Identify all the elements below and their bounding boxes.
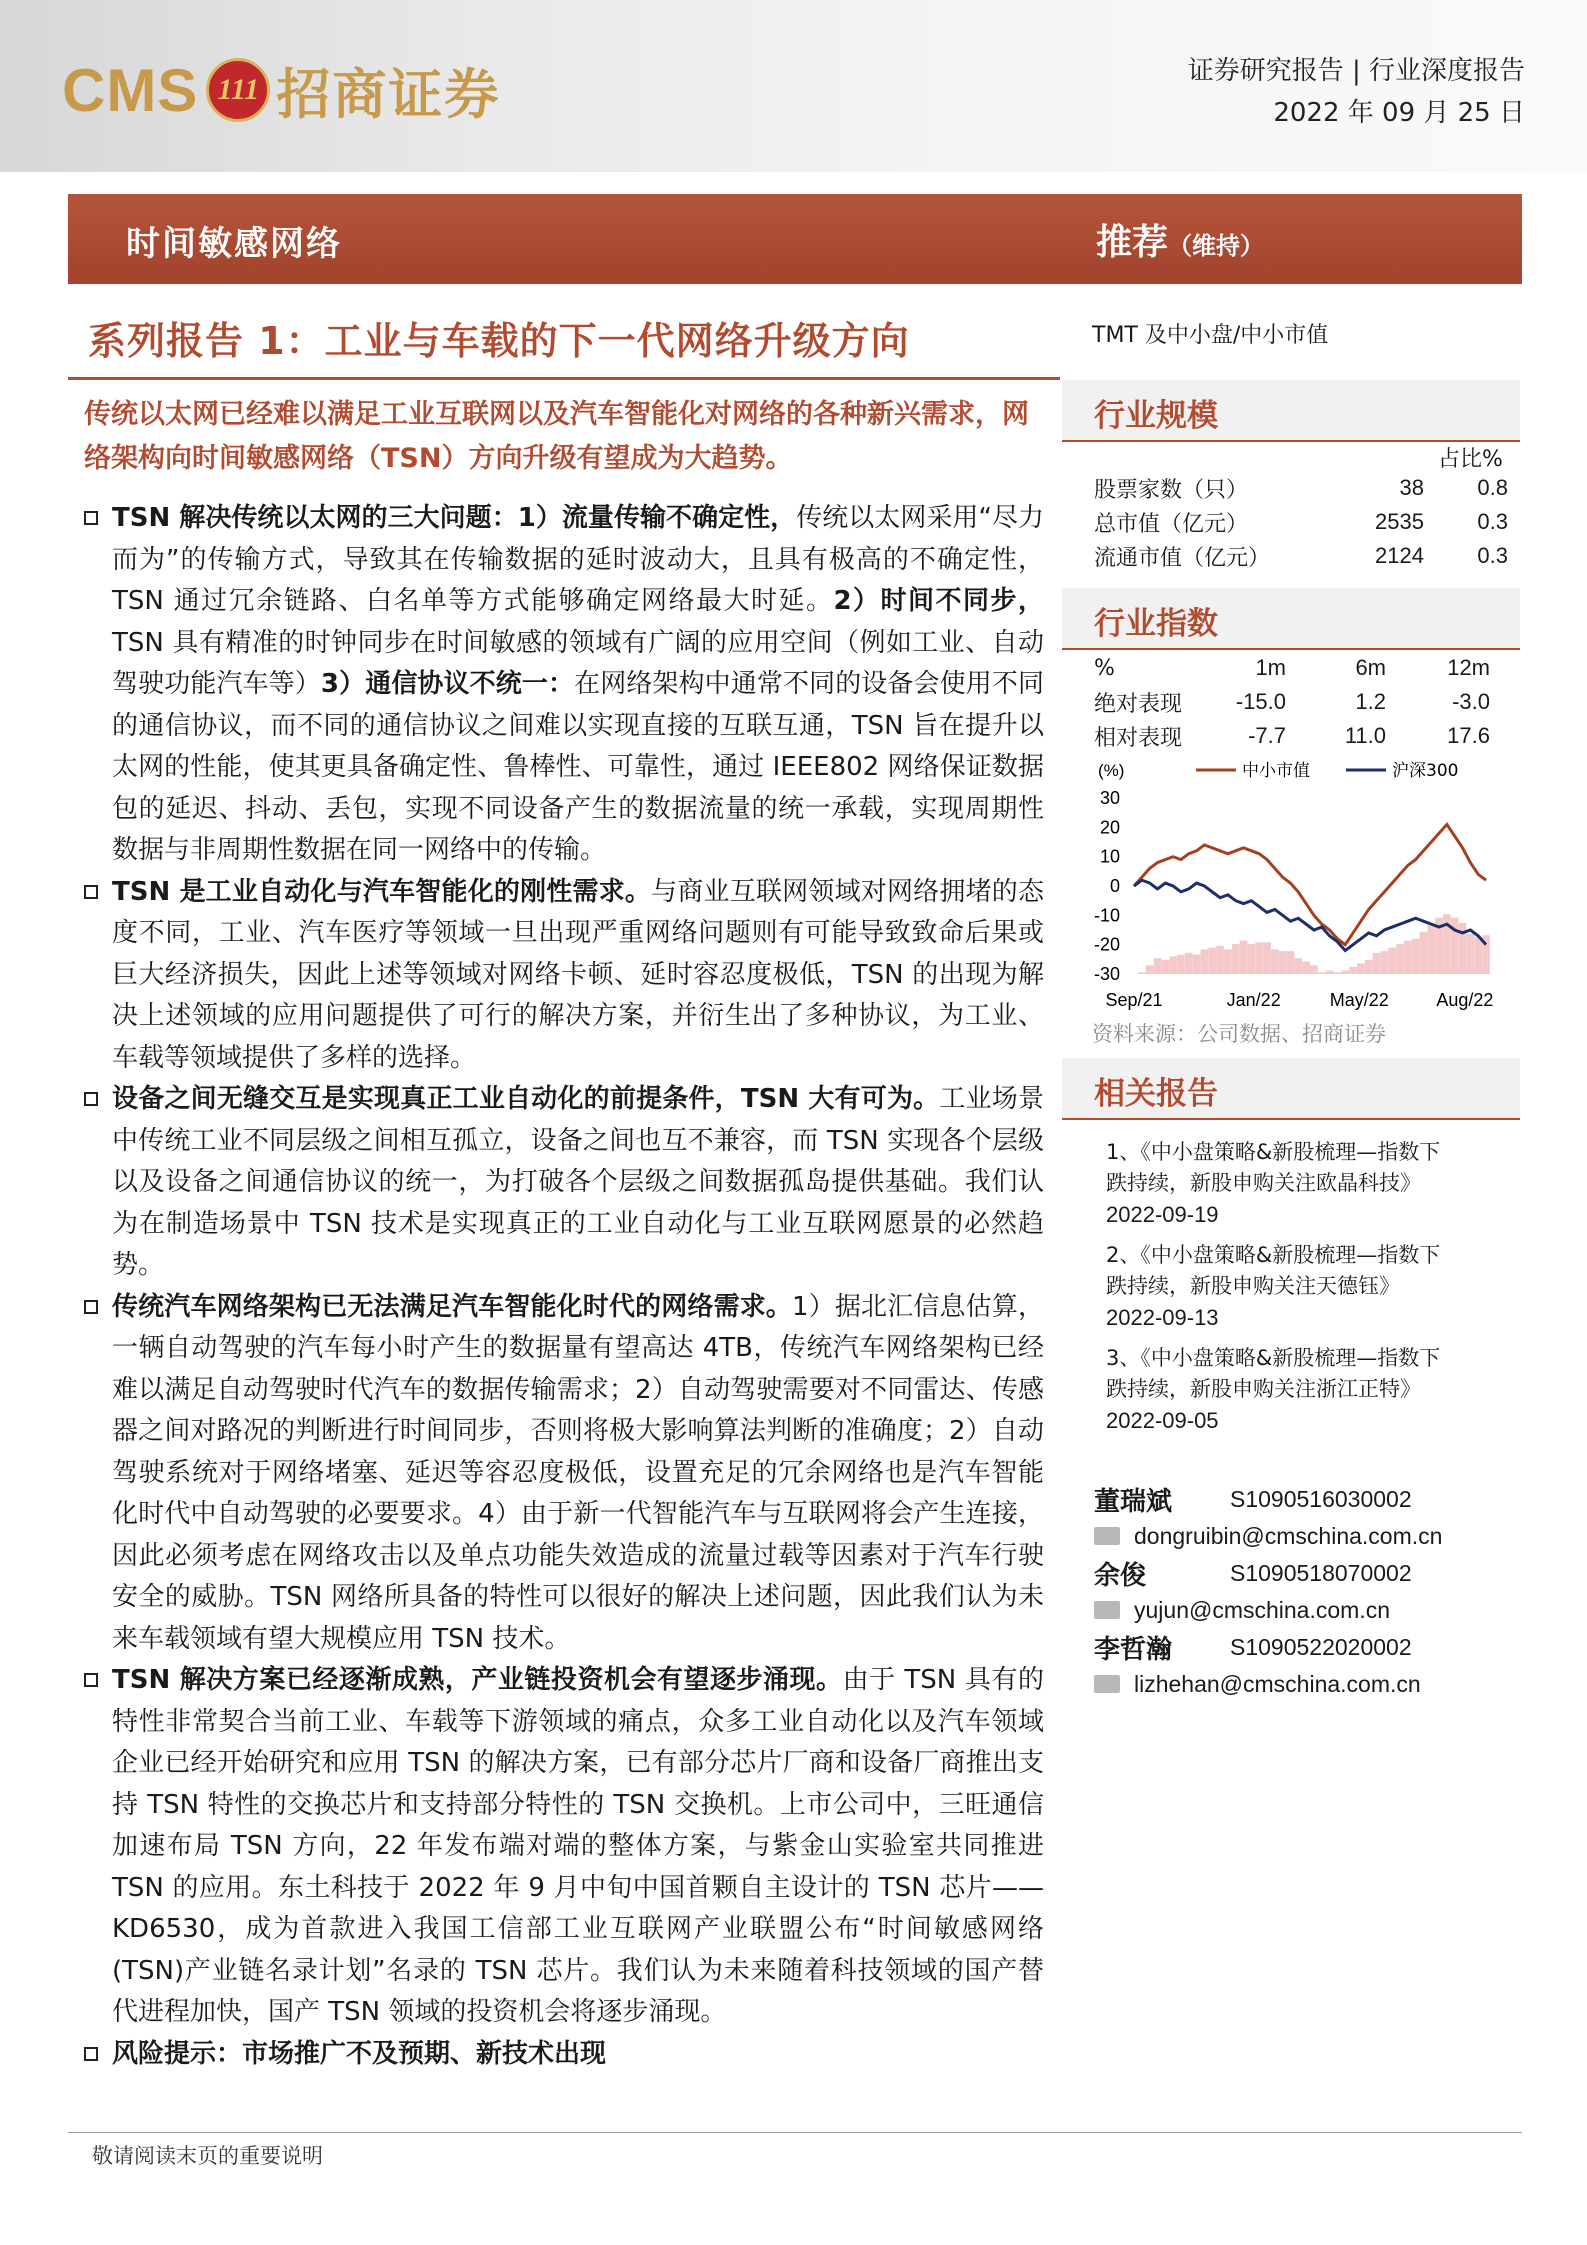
relative-bar	[1193, 955, 1201, 974]
table-row: 绝对表现 -15.0 1.2 -3.0	[1094, 689, 1490, 717]
table-row: % 1m 6m 12m	[1094, 655, 1490, 681]
author-email-row	[1094, 1518, 1514, 1554]
relative-bar	[1380, 951, 1388, 974]
relative-bar	[1349, 967, 1357, 974]
relative-bar	[1412, 939, 1420, 974]
legend-small-cap: 中小市值	[1242, 761, 1310, 781]
logo-cms-text: CMS	[62, 56, 199, 124]
y-tick-label: 10	[1099, 846, 1120, 867]
report-date: 2022 年 09 月 25 日	[1273, 98, 1525, 128]
title-divider	[68, 377, 1060, 380]
table-row: 流通市值（亿元） 2124 0.3	[1094, 543, 1508, 571]
relative-bar	[1427, 925, 1435, 974]
mail-icon	[1094, 1601, 1120, 1619]
index-table	[1094, 651, 1490, 753]
relative-bar	[1334, 972, 1342, 974]
scale-pct-header: 占比%	[1438, 447, 1503, 472]
relative-bar	[1161, 960, 1169, 974]
chart-source: 资料来源：公司数据、招商证券	[1092, 1022, 1386, 1046]
relative-bar	[1365, 960, 1373, 974]
y-tick-label: 30	[1099, 788, 1120, 808]
relative-bar	[1271, 949, 1279, 974]
relative-bar	[1474, 937, 1482, 974]
checkbox-bullet-icon	[84, 2047, 98, 2061]
x-tick-label: Aug/22	[1436, 990, 1494, 1010]
y-tick-label: -10	[1093, 905, 1120, 926]
index-divider	[1062, 648, 1520, 650]
relative-bar	[1310, 965, 1318, 974]
relative-bar	[1388, 948, 1396, 974]
relative-bar	[1318, 972, 1326, 974]
relative-bar	[1341, 970, 1349, 974]
table-row: 相对表现 -7.7 11.0 17.6	[1094, 723, 1490, 751]
body-paragraph: TSN 解决传统以太网的三大问题：1）流量传输不确定性，传统以太网采用“尽力而为”的传输方式，导致其在传输数据的延时波动大，且具有极高的不确定性，TSN 通过冗余链路、白名单等方式能够确定网络最大时延。2）时间不同步，TSN 具有精准的时钟同步在时间敏感的领域有广阔的应用空间（例如工业、自动驾驶功能汽车等）3）通信协议不统一：在网络架构中通常不同的设备会使用不同的通信协议，而不同的通信协议之间难以实现直接的互联互通，TSN 旨在提升以太网的性能，使其更具备确定性、鲁棒性、可靠性，通过 IEEE802 网络保证数据包的延迟、抖动、丢包，实现不同设备产生的数据流量的统一承载，实现周期性数据与非周期性数据在同一网络中的传输。	[84, 498, 1044, 872]
author-license: S1090516030002	[1230, 1485, 1412, 1512]
report-body	[84, 498, 1044, 2075]
chart-ylabel: (%)	[1098, 761, 1125, 780]
relative-bar	[1169, 956, 1177, 974]
y-tick-label: 0	[1109, 876, 1120, 896]
y-tick-label: -30	[1093, 964, 1120, 984]
related-divider	[1062, 1118, 1520, 1120]
body-paragraph: TSN 解决方案已经逐渐成熟，产业链投资机会有望逐步涌现。由于 TSN 具有的特性非常契合当前工业、车载等下游领域的痛点，众多工业自动化以及汽车领域企业已经开始研究和应用 TSN 的解决方案，已有部分芯片厂商和设备厂商推出支持 TSN 特性的交换芯片和支持部分特性的 TSN 交换机。上市公司中，三旺通信加速布局 TSN 方向，22 年发布端对端的整体方案，与紫金山实验室共同推进 TSN 的应用。东土科技于 2022 年 9 月中旬中国首颗自主设计的 TSN 芯片——KD6530，成为首款进入我国工信部工业互联网产业联盟公布“时间敏感网络(TSN)产业链名录计划”名录的 TSN 芯片。我们认为未来随着科技领域的国产替代进程加快，国产 TSN 领域的投资机会将逐步涌现。	[84, 1660, 1044, 2034]
risk-warning: 风险提示：市场推广不及预期、新技术出现	[84, 2034, 1044, 2076]
relative-bar	[1420, 932, 1428, 974]
related-title: 相关报告	[1094, 1076, 1218, 1112]
relative-bar	[1224, 949, 1232, 974]
author-row	[1094, 1480, 1514, 1518]
index-performance-chart	[1062, 752, 1520, 1016]
author-name: 李哲瀚	[1094, 1634, 1173, 1665]
mail-icon	[1094, 1527, 1120, 1545]
checkbox-bullet-icon	[84, 1673, 98, 1687]
footer-divider	[68, 2132, 1522, 2133]
company-logo	[62, 50, 500, 130]
related-report-item[interactable]: 2、《中小盘策略&新股梳理—指数下 跌持续，新股申购关注天德钰》 2022-09-13	[1106, 1243, 1441, 1330]
footer-note: 敬请阅读末页的重要说明	[92, 2144, 323, 2168]
author-row	[1094, 1628, 1514, 1666]
index-title: 行业指数	[1094, 606, 1218, 642]
author-list	[1094, 1480, 1514, 1702]
relative-bar	[1263, 942, 1271, 974]
relative-bar	[1467, 934, 1475, 974]
author-email[interactable]: dongruibin@cmschina.com.cn	[1134, 1522, 1443, 1549]
rating-banner	[1058, 194, 1522, 284]
relative-bar	[1201, 949, 1209, 974]
x-tick-label: Sep/21	[1105, 990, 1163, 1010]
relative-bar	[1279, 951, 1287, 974]
author-email[interactable]: yujun@cmschina.com.cn	[1134, 1596, 1390, 1623]
related-list	[1106, 1137, 1516, 1436]
rating-note: （维持）	[1168, 232, 1265, 260]
category-label: 时间敏感网络	[126, 224, 342, 264]
relative-bar	[1302, 962, 1310, 974]
report-summary: 传统以太网已经难以满足工业互联网以及汽车智能化对网络的各种新兴需求，网络架构向时间敏感网络（TSN）方向升级有望成为大趋势。	[84, 399, 1029, 474]
x-tick-label: May/22	[1329, 990, 1389, 1010]
coverage-label: TMT 及中小盘/中小市值	[1092, 323, 1329, 348]
relative-bar	[1216, 946, 1224, 974]
related-report-item[interactable]: 1、《中小盘策略&新股梳理—指数下 跌持续，新股申购关注欧晶科技》 2022-09-19	[1106, 1140, 1441, 1227]
body-paragraph: 传统汽车网络架构已无法满足汽车智能化时代的网络需求。1）据北汇信息估算，一辆自动驾驶的汽车每小时产生的数据量有望高达 4TB，传统汽车网络架构已经难以满足自动驾驶时代汽车的数据传输需求；2）自动驾驶需要对不同雷达、传感器之间对路况的判断进行时间同步，否则将极大影响算法判断的准确度；2）自动驾驶系统对于网络堵塞、延迟等容忍度极低，设置充足的冗余网络也是汽车智能化时代中自动驾驶的必要要求。4）由于新一代智能汽车与互联网将会产生连接，因此必须考虑在网络攻击以及单点功能失效造成的流量过载等因素对于汽车行驶安全的威胁。TSN 网络所具备的特性可以很好的解决上述问题，因此我们认为未来车载领域有望大规模应用 TSN 技术。	[84, 1287, 1044, 1661]
y-tick-label: 20	[1099, 817, 1120, 838]
relative-bar	[1357, 963, 1365, 974]
table-row: 股票家数（只） 38 0.8	[1094, 475, 1508, 503]
relative-bar	[1255, 942, 1263, 974]
author-row	[1094, 1554, 1514, 1592]
author-license: S1090522020002	[1230, 1633, 1412, 1660]
checkbox-bullet-icon	[84, 511, 98, 525]
relative-bar	[1287, 951, 1295, 974]
body-paragraph: TSN 是工业自动化与汽车智能化的刚性需求。与商业互联网领域对网络拥堵的态度不同，工业、汽车医疗等领域一旦出现严重网络问题则有可能导致致命后果或巨大经济损失，因此上述等领域对网络卡顿、延时容忍度极低，TSN 的出现为解决上述领域的应用问题提供了可行的解决方案，并衍生出了多种协议，为工业、车载等领域提供了多样的选择。	[84, 872, 1044, 1080]
relative-bar	[1326, 970, 1334, 974]
relative-bar	[1294, 958, 1302, 974]
related-report-item[interactable]: 3、《中小盘策略&新股梳理—指数下 跌持续，新股申购关注浙江正特》 2022-09-05	[1106, 1346, 1441, 1433]
report-type: 证券研究报告 | 行业深度报告	[1187, 56, 1525, 86]
scale-table	[1094, 471, 1508, 573]
relative-bar	[1404, 941, 1412, 974]
relative-bar	[1208, 948, 1216, 974]
table-row: 总市值（亿元） 2535 0.3	[1094, 509, 1508, 537]
checkbox-bullet-icon	[84, 1300, 98, 1314]
logo-emblem-icon: 111	[206, 58, 270, 122]
scale-title: 行业规模	[1094, 398, 1218, 434]
rating-label: 推荐（维持）	[1096, 222, 1265, 263]
author-name: 董瑞斌	[1094, 1486, 1173, 1517]
y-tick-label: -20	[1093, 934, 1120, 955]
relative-bar	[1146, 965, 1154, 974]
author-email-row	[1094, 1592, 1514, 1628]
category-banner	[68, 194, 1060, 284]
x-tick-label: Jan/22	[1226, 990, 1281, 1010]
relative-bar	[1232, 944, 1240, 974]
relative-bar	[1373, 953, 1381, 974]
relative-bar	[1154, 958, 1162, 974]
checkbox-bullet-icon	[84, 1092, 98, 1106]
author-name: 余俊	[1094, 1560, 1147, 1591]
checkbox-bullet-icon	[84, 885, 98, 899]
legend-csi300: 沪深300	[1392, 761, 1459, 781]
relative-bar	[1240, 941, 1248, 974]
relative-bar	[1396, 944, 1404, 974]
mail-icon	[1094, 1675, 1120, 1693]
author-email-row	[1094, 1666, 1514, 1702]
report-title: 系列报告 1：工业与车载的下一代网络升级方向	[88, 319, 910, 363]
relative-bar	[1248, 944, 1256, 974]
relative-bar	[1177, 955, 1185, 974]
logo-cn-text: 招商证券	[276, 62, 501, 126]
body-paragraph: 设备之间无缝交互是实现真正工业自动化的前提条件，TSN 大有可为。工业场景中传统工业不同层级之间相互孤立，设备之间也互不兼容，而 TSN 实现各个层级以及设备之间通信协议的统一，为打破各个层级之间数据孤岛提供基础。我们认为在制造场景中 TSN 技术是实现真正的工业自动化与工业互联网愿景的必然趋势。	[84, 1079, 1044, 1287]
relative-bar	[1185, 953, 1193, 974]
author-license: S1090518070002	[1230, 1559, 1412, 1586]
relative-bar	[1138, 972, 1146, 974]
author-email[interactable]: lizhehan@cmschina.com.cn	[1134, 1670, 1421, 1697]
